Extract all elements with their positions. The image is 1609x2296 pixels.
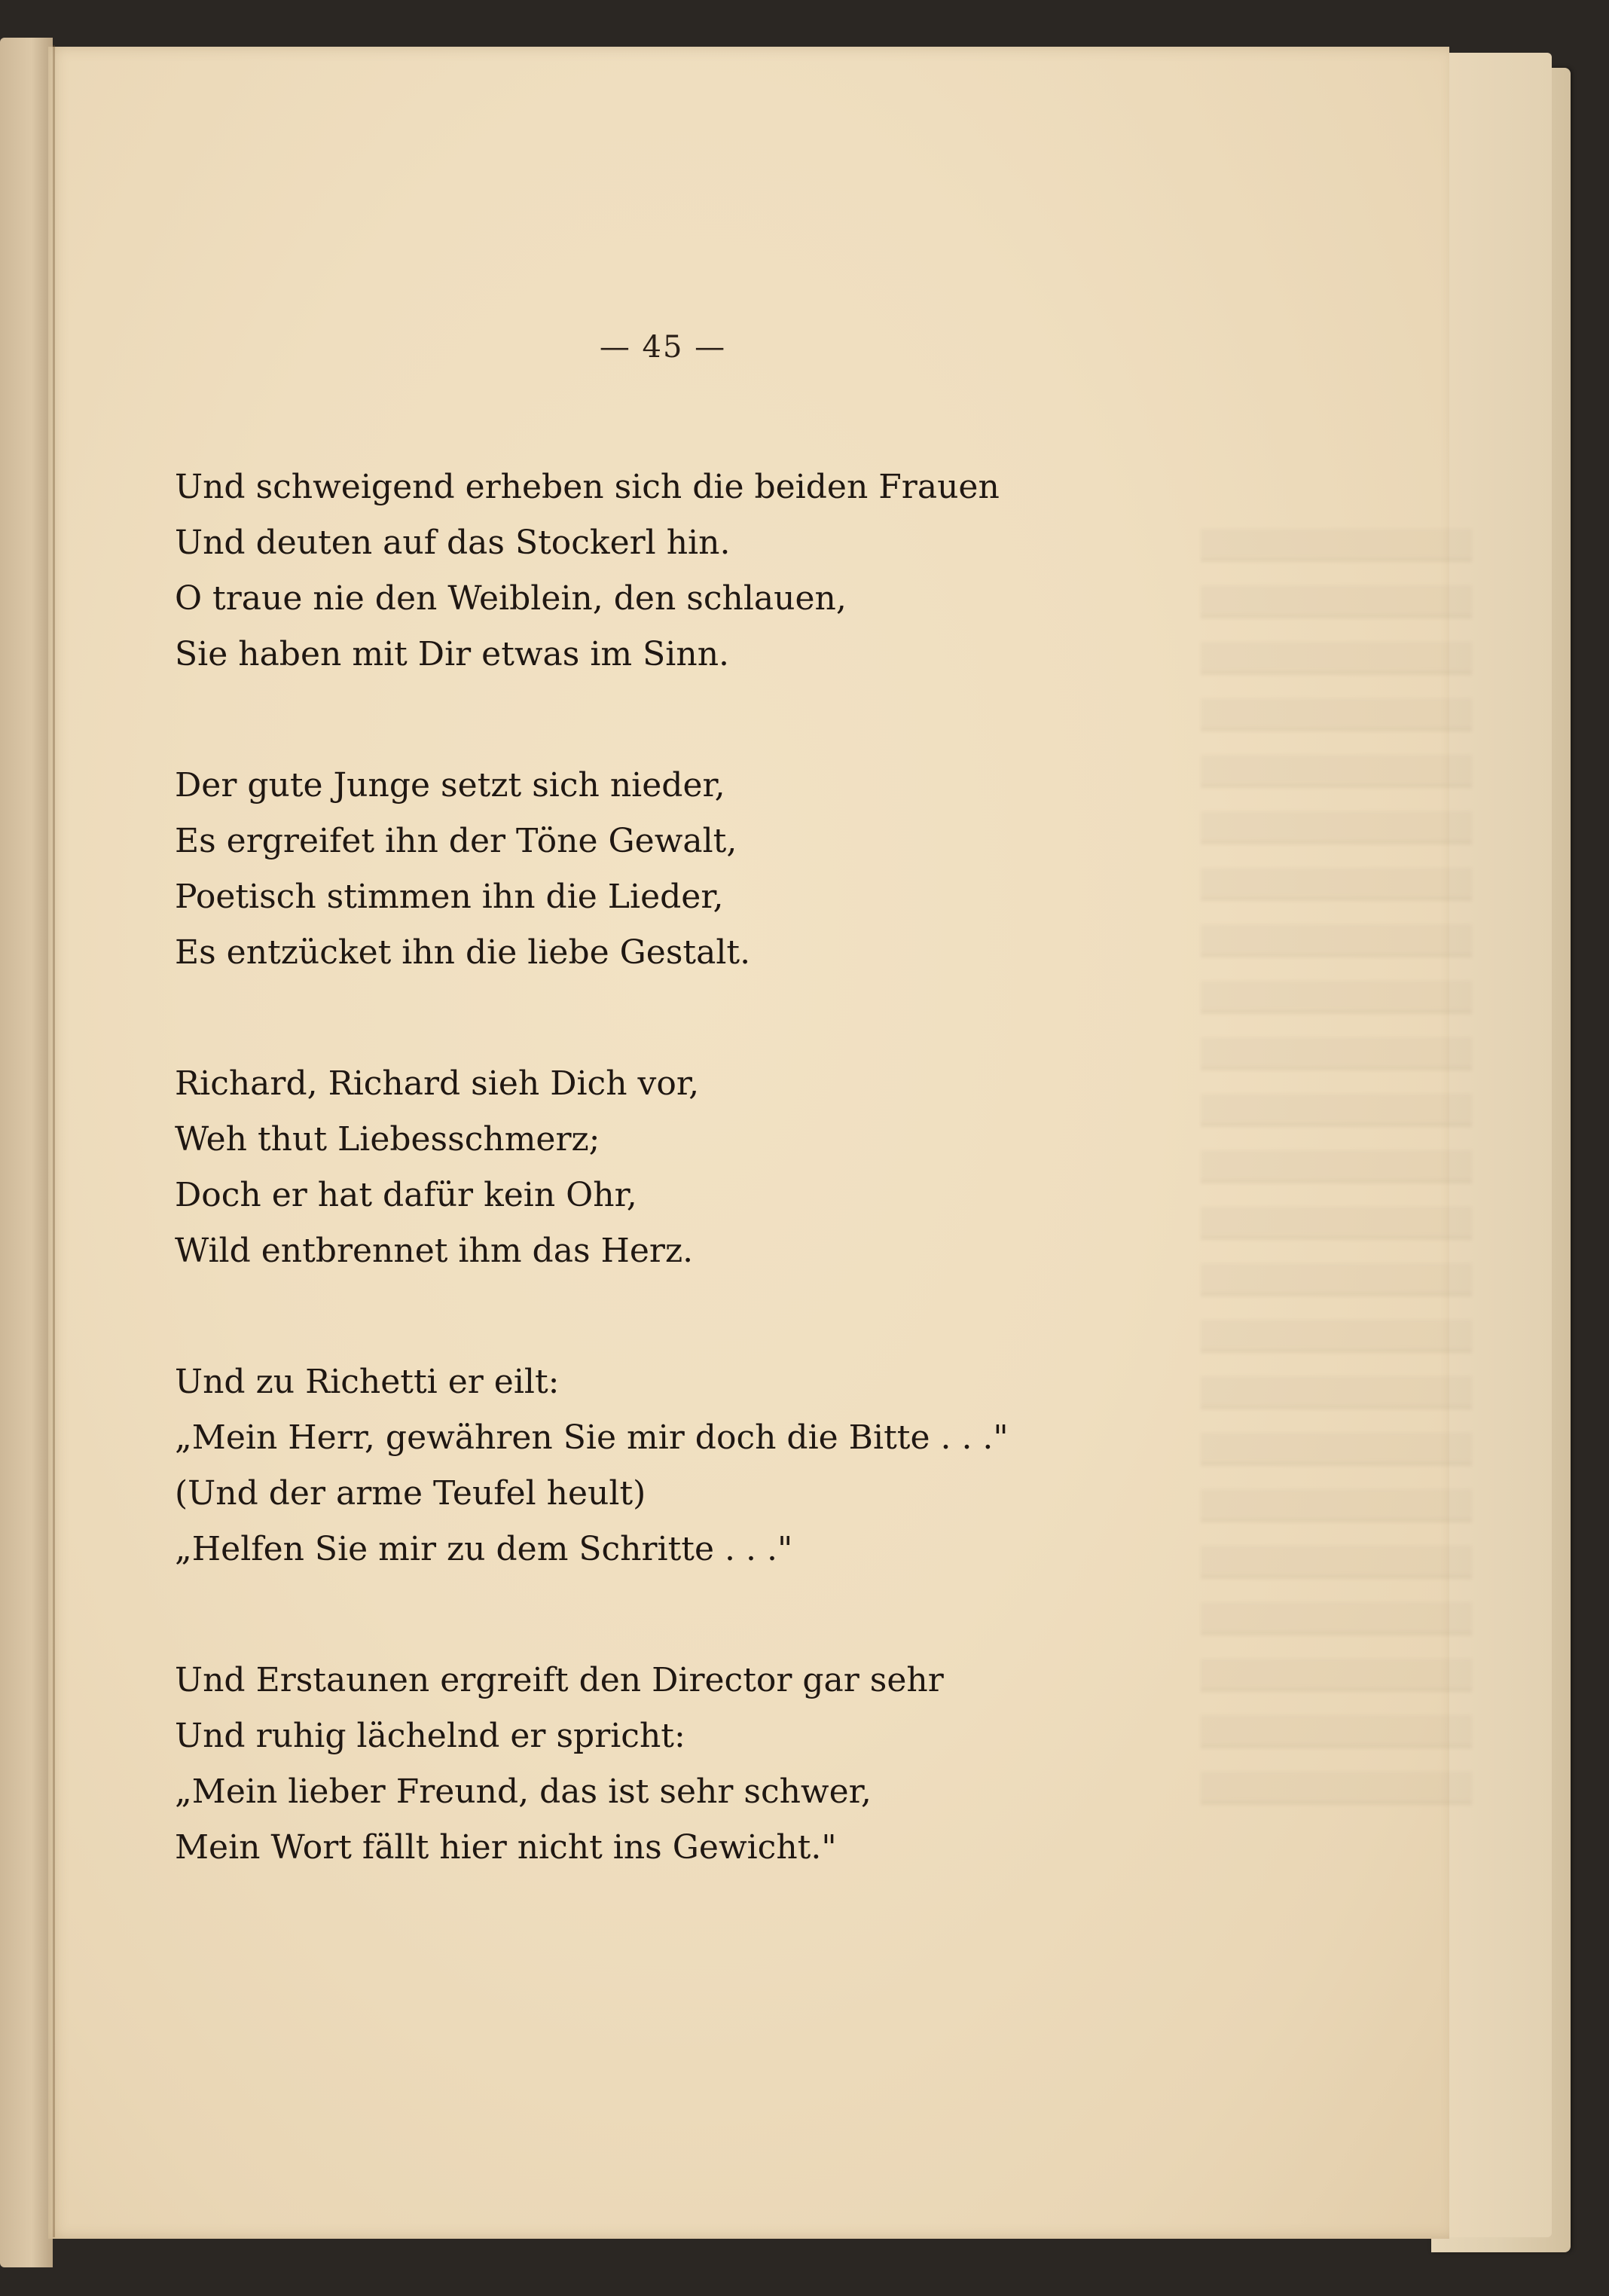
poem-body [175, 460, 1305, 1951]
poem-line: Und Erstaunen ergreift den Director gar sehr [175, 1661, 944, 1699]
poem-line: „Mein Herr, gewähren Sie mir doch die Bitte . . ." [175, 1418, 1009, 1457]
poem-line: Und zu Richetti er eilt: [175, 1363, 560, 1401]
poem-line: Weh thut Liebesschmerz; [175, 1120, 600, 1159]
stanza-4 [175, 1354, 1305, 1577]
poem-line: Es ergreifet ihn der Töne Gewalt, [175, 822, 737, 860]
poem-line: Der gute Junge setzt sich nieder, [175, 766, 725, 805]
stanza-2 [175, 758, 1305, 981]
poem-line: Es entzücket ihn die liebe Gestalt. [175, 933, 751, 972]
stanza-3 [175, 1056, 1305, 1279]
poem-line: (Und der arme Teufel heult) [175, 1474, 646, 1513]
previous-page-edge [0, 38, 53, 2267]
poem-line: Und ruhig lächelnd er spricht: [175, 1717, 685, 1755]
poem-line: Poetisch stimmen ihn die Lieder, [175, 878, 724, 916]
page-gutter [53, 45, 55, 2237]
poem-line: Wild entbrennet ihm das Herz. [175, 1232, 694, 1270]
poem-line: Und schweigend erheben sich die beiden Frauen [175, 468, 1000, 506]
poem-line: „Helfen Sie mir zu dem Schritte . . ." [175, 1530, 793, 1568]
poem-line: Und deuten auf das Stockerl hin. [175, 524, 731, 562]
stanza-1 [175, 460, 1305, 682]
poem-line: „Mein lieber Freund, das ist sehr schwer, [175, 1772, 872, 1811]
poem-line: Doch er hat dafür kein Ohr, [175, 1176, 637, 1214]
stanza-5 [175, 1653, 1305, 1876]
poem-line: O traue nie den Weiblein, den schlauen, [175, 579, 847, 618]
poem-line: Mein Wort fällt hier nicht ins Gewicht." [175, 1828, 837, 1867]
poem-line: Richard, Richard sieh Dich vor, [175, 1064, 700, 1103]
page-number: — 45 — [599, 330, 727, 365]
poem-line: Sie haben mit Dir etwas im Sinn. [175, 635, 730, 673]
